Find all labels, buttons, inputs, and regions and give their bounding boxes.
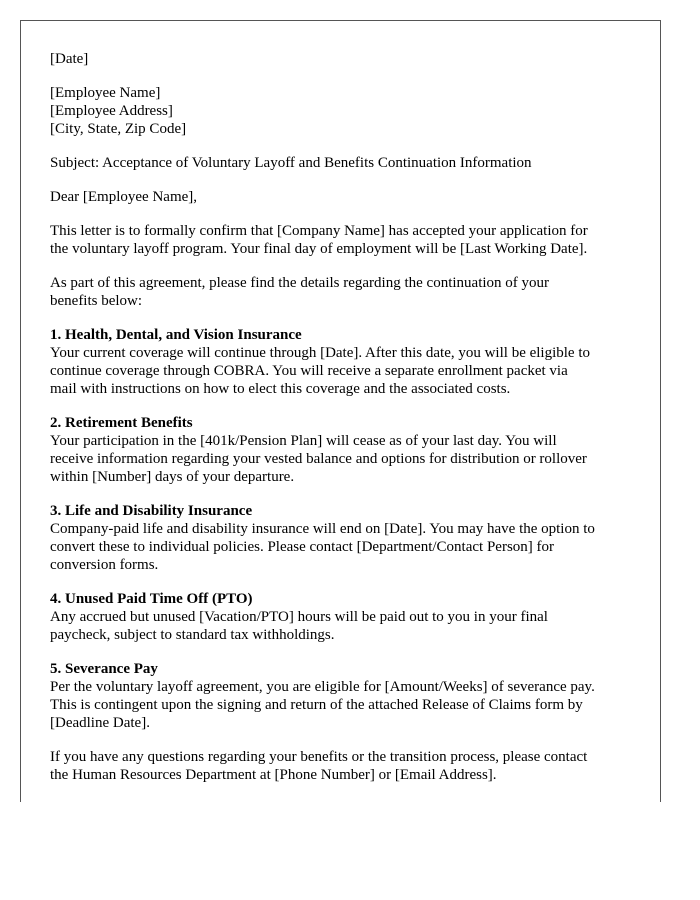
section-line: within [Number] days of your departure.: [50, 469, 295, 485]
section-heading: 4. Unused Paid Time Off (PTO): [50, 591, 253, 607]
closing-line: the Human Resources Department at [Phone Number] or [Email Address].: [50, 767, 497, 783]
spacer: [50, 310, 640, 326]
section-unused-pto: [50, 590, 640, 644]
section-heading: 5. Severance Pay: [50, 661, 158, 677]
section-line: mail with instructions on how to elect this coverage and the associated costs.: [50, 381, 511, 397]
letter-body: [50, 50, 640, 784]
intro-line: the voluntary layoff program. Your final day of employment will be [Last Working Date].: [50, 241, 588, 257]
spacer: [50, 398, 640, 414]
section-line: Company-paid life and disability insurance will end on [Date]. You may have the option to: [50, 521, 595, 537]
letter-page: [20, 20, 661, 802]
preface-line: As part of this agreement, please find the details regarding the continuation of your: [50, 275, 550, 291]
section-retirement-benefits: [50, 414, 640, 486]
spacer: [50, 172, 640, 188]
section-line: [Deadline Date].: [50, 715, 150, 731]
section-heading: 3. Life and Disability Insurance: [50, 503, 253, 519]
section-line: convert these to individual policies. Please contact [Department/Contact Person] for: [50, 539, 555, 555]
section-line: Any accrued but unused [Vacation/PTO] hours will be paid out to you in your final: [50, 609, 548, 625]
recipient-name: [Employee Name]: [50, 85, 161, 101]
section-heading: 1. Health, Dental, and Vision Insurance: [50, 327, 302, 343]
preface-paragraph: [50, 274, 640, 310]
letter-subject: Subject: Acceptance of Voluntary Layoff and Benefits Continuation Information: [50, 155, 532, 171]
preface-line: benefits below:: [50, 293, 143, 309]
recipient-block: [50, 84, 640, 138]
section-severance-pay: [50, 660, 640, 732]
spacer: [50, 644, 640, 660]
section-line: receive information regarding your vested balance and options for distribution or rollover: [50, 451, 587, 467]
section-line: Your participation in the [401k/Pension Plan] will cease as of your last day. You will: [50, 433, 557, 449]
spacer: [50, 258, 640, 274]
section-health-insurance: [50, 326, 640, 398]
spacer: [50, 486, 640, 502]
section-line: Your current coverage will continue through [Date]. After this date, you will be eligible to: [50, 345, 590, 361]
closing-paragraph: [50, 748, 640, 784]
closing-line: If you have any questions regarding your benefits or the transition process, please contact: [50, 749, 588, 765]
letter-date: [Date]: [50, 51, 89, 67]
intro-line: This letter is to formally confirm that [Company Name] has accepted your application for: [50, 223, 588, 239]
spacer: [50, 138, 640, 154]
section-line: This is contingent upon the signing and return of the attached Release of Claims form by: [50, 697, 583, 713]
intro-paragraph: [50, 222, 640, 258]
recipient-address: [Employee Address]: [50, 103, 173, 119]
spacer: [50, 68, 640, 84]
spacer: [50, 574, 640, 590]
section-heading: 2. Retirement Benefits: [50, 415, 193, 431]
spacer: [50, 206, 640, 222]
section-line: paycheck, subject to standard tax withholdings.: [50, 627, 335, 643]
section-line: continue coverage through COBRA. You will receive a separate enrollment packet via: [50, 363, 568, 379]
salutation: Dear [Employee Name],: [50, 189, 198, 205]
section-line: conversion forms.: [50, 557, 159, 573]
recipient-city-state-zip: [City, State, Zip Code]: [50, 121, 187, 137]
section-line: Per the voluntary layoff agreement, you are eligible for [Amount/Weeks] of severance pay.: [50, 679, 595, 695]
spacer: [50, 732, 640, 748]
section-life-disability-insurance: [50, 502, 640, 574]
